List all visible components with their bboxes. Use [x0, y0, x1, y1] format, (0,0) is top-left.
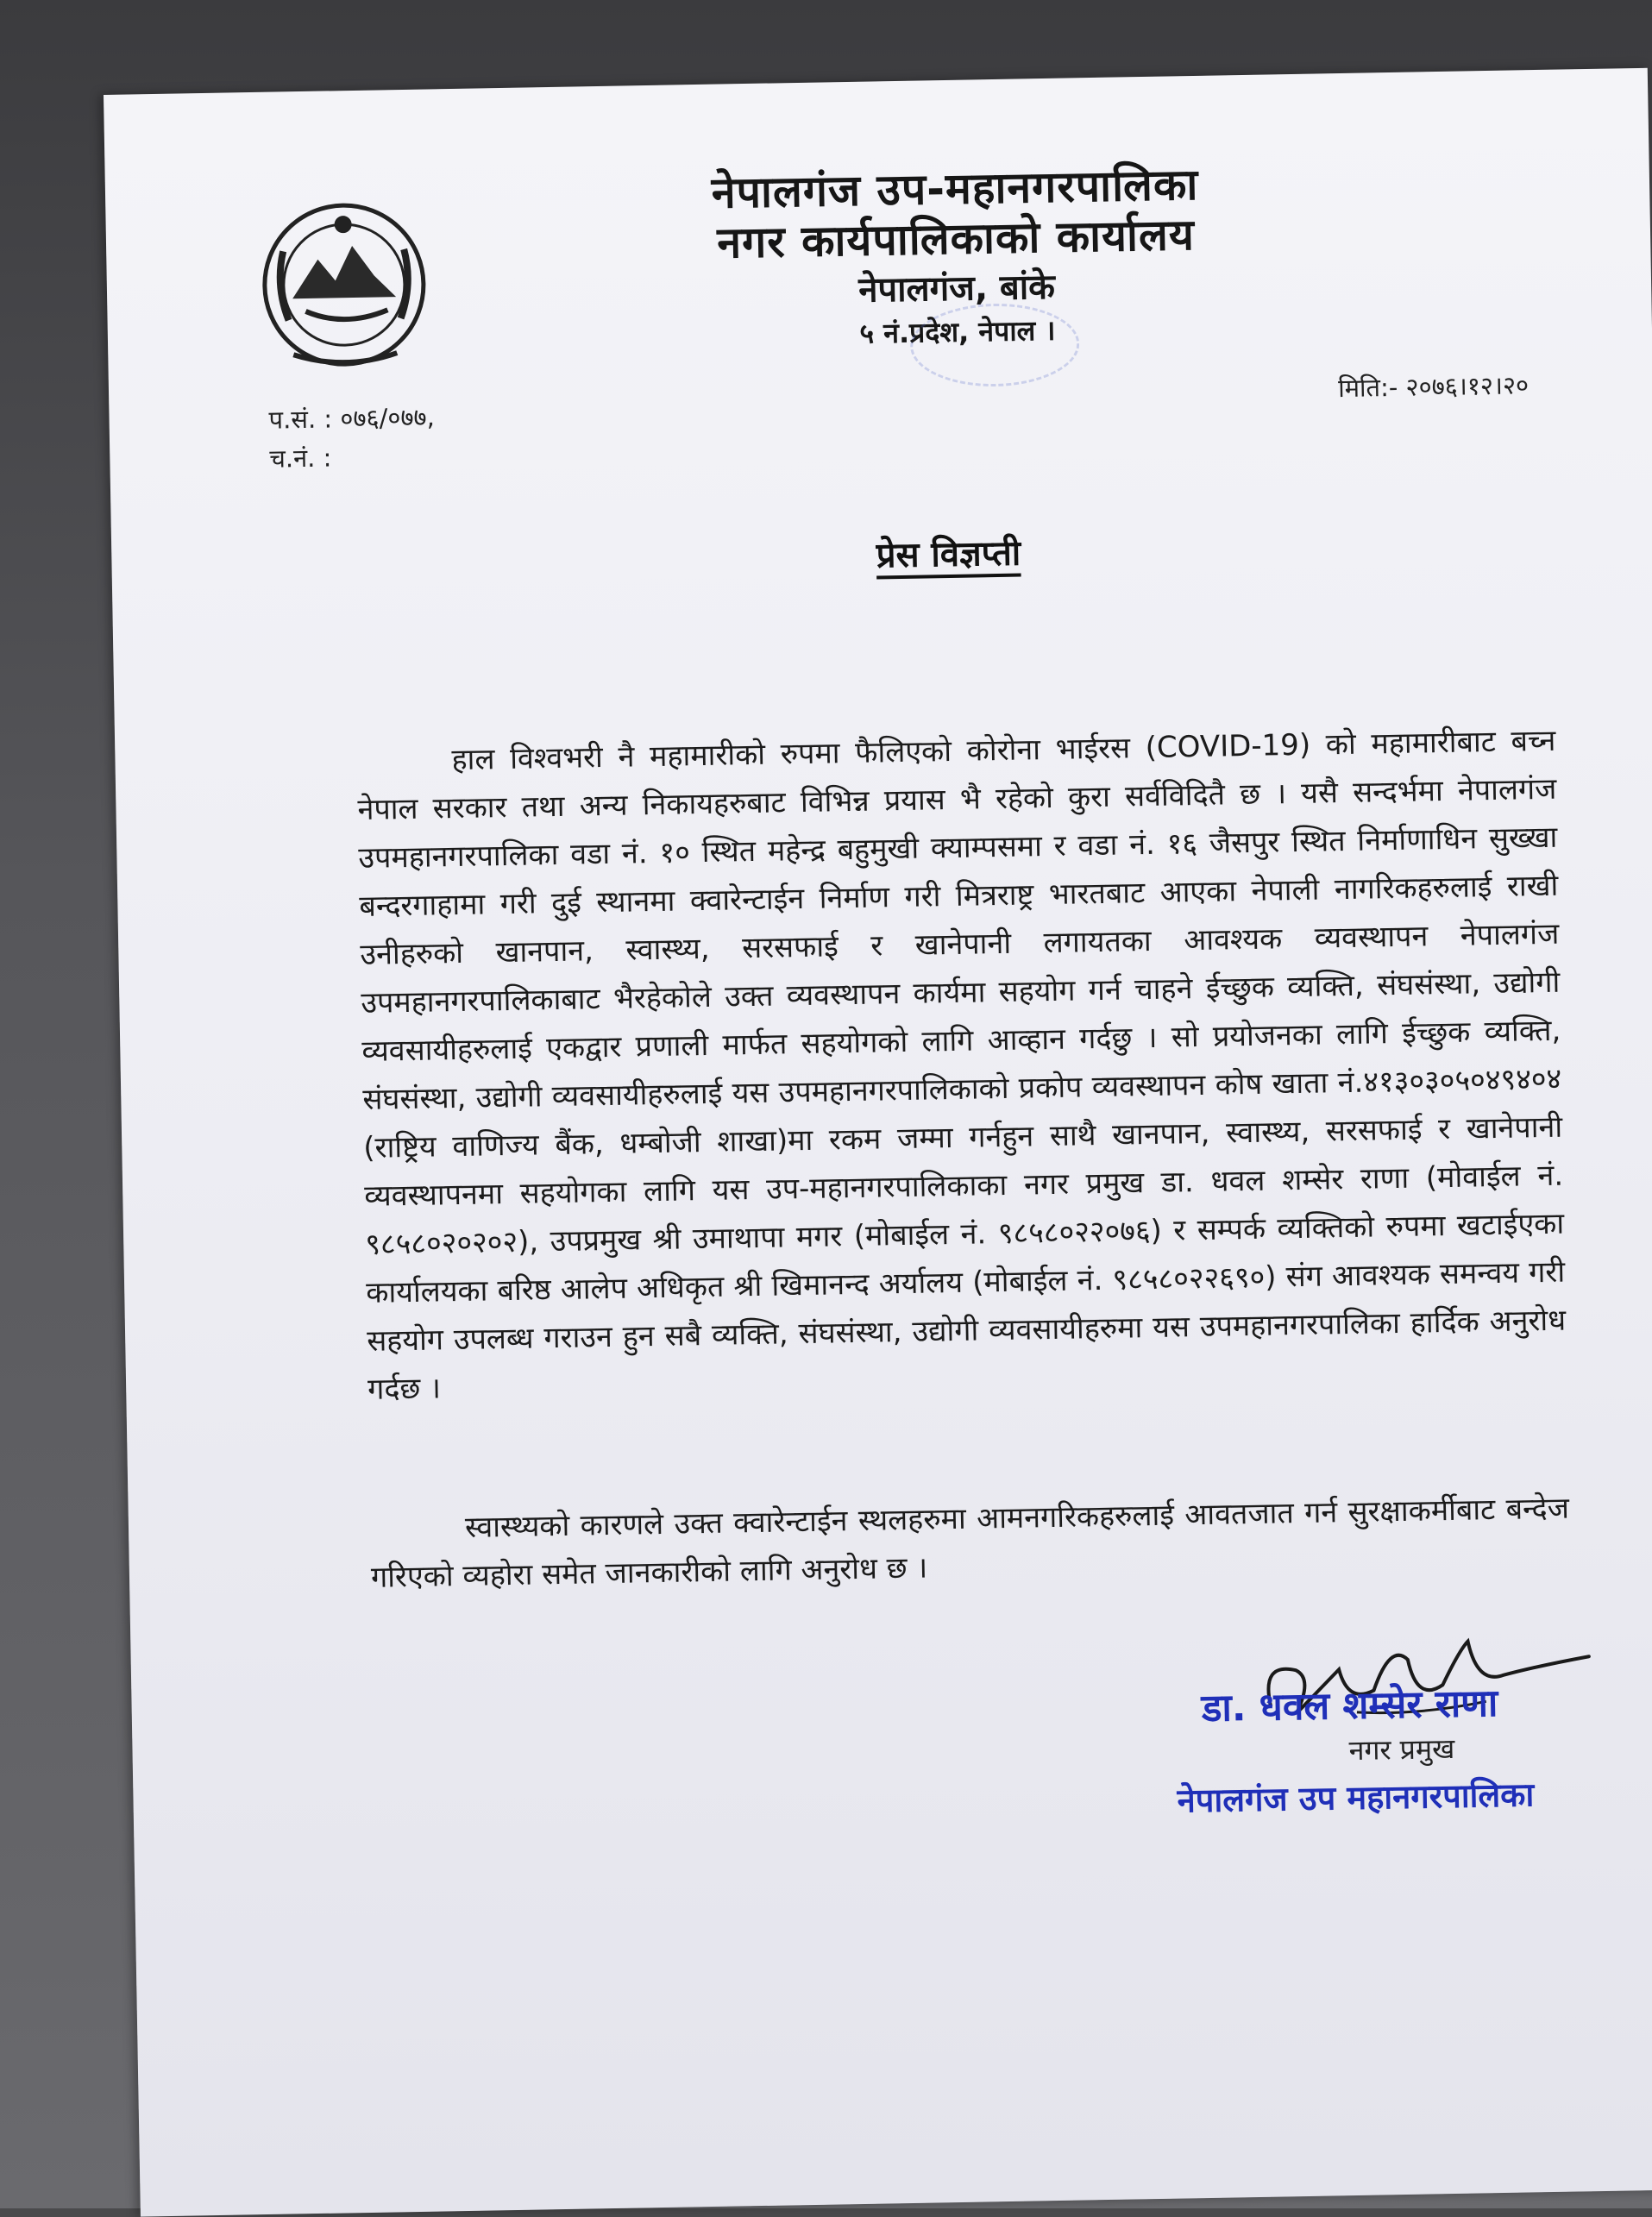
office-subtitle-heading: नगर कार्यपालिकाको कार्यालय — [716, 209, 1196, 268]
document-title: प्रेस विज्ञप्ती — [876, 533, 1021, 576]
body-paragraph-2: स्वास्थ्यको कारणले उक्त क्वारेन्टाईन स्थलहरुमा आमनगरिकहरुलाई आवतजात गर्न सुरक्षाकर्मीबाट बन्देज गरिएको व्यहोरा समेत जानकारीको लागि अनुरोध छ । — [370, 1491, 1570, 1595]
office-city: नेपालगंज, बांके — [857, 267, 1056, 311]
reference-number: प.सं. : ०७६/०७७, — [268, 402, 436, 435]
signatory-name: डा. धवल शम्सेर राणा — [1201, 1681, 1498, 1731]
body-paragraph-1: हाल विश्वभरी नै महामारीको रुपमा फैलिएको कोरोना भाईरस (COVID-19) को महामारीबाट बच्न नेपाल सरकार तथा अन्य निकायहरुबाट विभिन्न प्रयास भै रहेको कुरा सर्वविदितै छ । यसै सन्दर्भमा नेपालगंज उपमहानगरपालिका वडा नं. १० स्थित महेन्द्र बहुमुखी क्याम्पसमा र वडा नं. १६ जैसपुर स्थित निर्माणाधिन सुख्खा बन्दरगाहामा गरी दुई स्थानमा क्वारेन्टाईन निर्माण गरी मित्रराष्ट्र भारतबाट आएका नेपाली नागरिकहरुलाई राखी उनीहरुको खानपान, स्वास्थ्य, सरसफाई र खानेपानी लगायतका आवश्यक व्यवस्थापन नेपालगंज उपमहानगरपालिकाबाट भैरहेकोले उक्त व्यवस्थापन कार्यमा सहयोग गर्न चाहने ईच्छुक व्यक्ति, संघसंस्था, उद्योगी व्यवसायीहरुलाई एकद्वार प्रणाली मार्फत सहयोगको लागि आव्हान गर्दछु । सो प्रयोजनका लागि ईच्छुक व्यक्ति, संघसंस्था, उद्योगी व्यवसायीहरुलाई यस उपमहानगरपालिकाको प्रकोप व्यवस्थापन कोष खाता नं.४१३०३०५०४९४०४ (राष्ट्रिय वाणिज्य बैंक, धम्बोजी शाखा)मा रकम जम्मा गर्नहुन साथै खानपान, स्वास्थ्य, सरसफाई र खानेपानी व्यवस्थापनमा सहयोगका लागि यस उप-महानगरपालिकाका नगर प्रमुख डा. धवल शम्सेर राणा (मोवाईल नं. ९८५८०२०२०२), उपप्रमुख श्री उमाथापा मगर (मोबाईल नं. ९८५८०२२०७६) र सम्पर्क व्यक्तिको रुपमा खटाईएका कार्यालयका बरिष्ठ आलेप अधिकृत श्री खिमानन्द अर्यालय (मोबाईल नं. ९८५८०२२६९०) संग आवश्यक समन्वय गरी सहयोग उपलब्ध गराउन हुन सबै व्यक्ति, संघसंस्था, उद्योगी व्यवसायीहरुमा यस उपमहानगरपालिका हार्दिक अनुरोध गर्दछ । — [357, 723, 1567, 1407]
signatory-organization: नेपालगंज उप महानगरपालिका — [1177, 1775, 1535, 1820]
office-province: ५ नं.प्रदेश, नेपाल । — [859, 313, 1056, 350]
document-page — [104, 68, 1652, 2217]
dispatch-number: च.नं. : — [269, 443, 332, 474]
emblem-logo-icon — [256, 197, 431, 372]
document-date: मिति:- २०७६।१२।२० — [1337, 370, 1530, 404]
office-name-heading: नेपालगंज उप-महानगरपालिका — [711, 159, 1199, 218]
signatory-position: नगर प्रमुख — [1348, 1731, 1455, 1768]
